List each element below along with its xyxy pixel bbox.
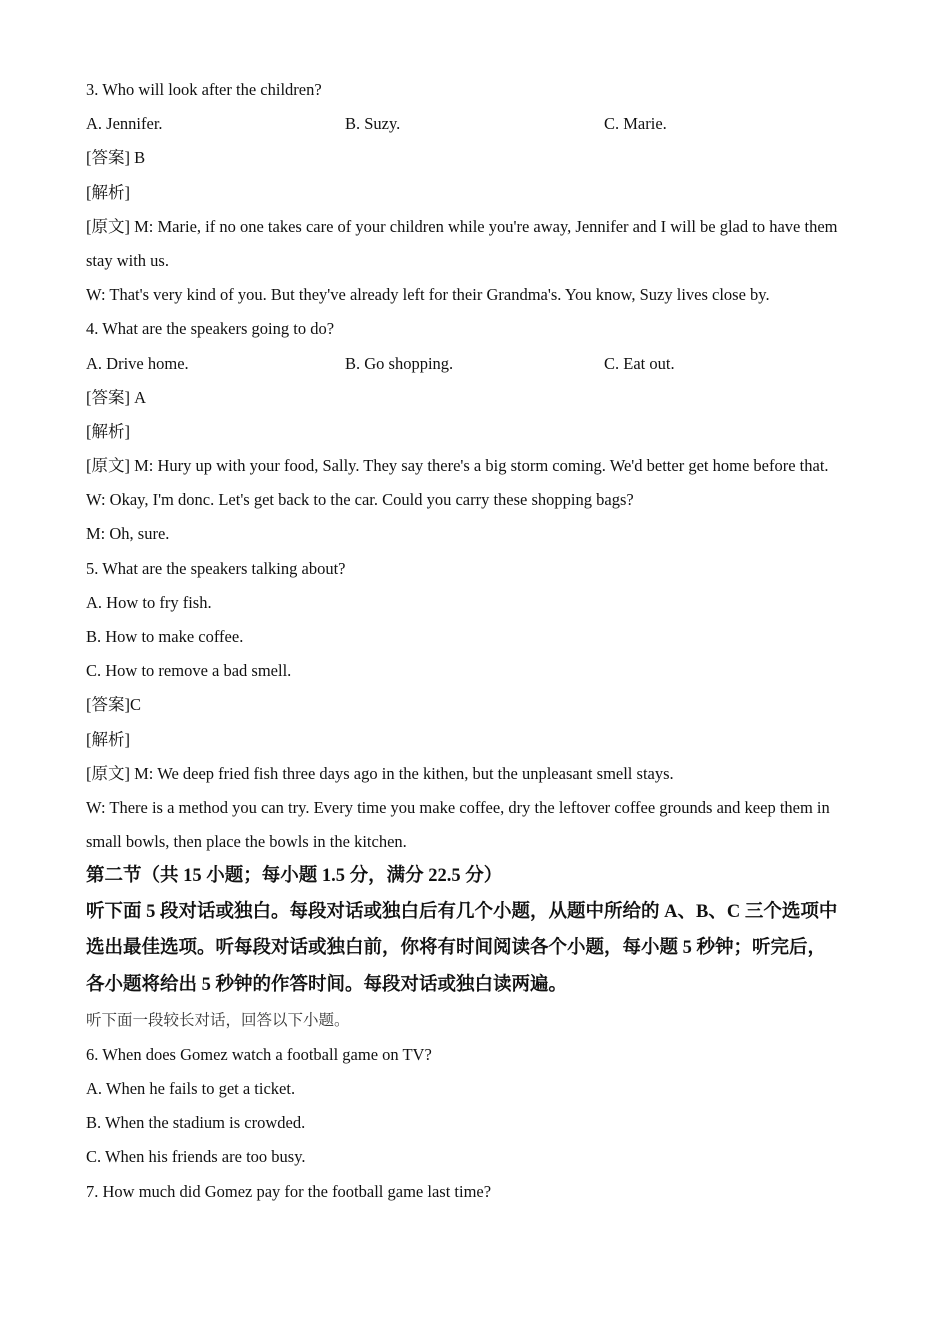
q4-script-line-3: M: Oh, sure. [86,524,170,544]
q5-option-b: B. How to make coffee. [86,627,244,646]
q4-analysis: [解析] [86,421,130,441]
section-instruction-1: 听下面 5 段对话或独白。每段对话或独白后有几个小题，从题中所给的 A、B、C 三个选项中 [86,901,838,922]
q6-option-b: B. When the stadium is crowded. [86,1113,306,1133]
q4-option-b: B. Go shopping. [345,353,454,373]
q3-option-a: A. Jennifer. [86,114,163,134]
document-page [86,73,866,1209]
q3-option-b: B. Suzy. [345,114,401,134]
q5-option-a: A. How to fry fish. [86,592,212,612]
q3-options [86,107,866,141]
q4-option-c: C. Eat out. [604,353,675,373]
q5-answer: [答案]C [86,695,141,715]
q6-question: 6. When does Gomez watch a football game on TV? [86,1044,432,1064]
q3-answer: [答案] B [86,148,146,168]
q3-script-line-1b: stay with us. [86,250,169,270]
q4-option-a: A. Drive home. [86,353,189,373]
q7-question: 7. How much did Gomez pay for the football game last time? [86,1181,492,1201]
q4-answer: [答案] A [86,387,147,407]
q3-question: 3. Who will look after the children? [86,80,322,99]
q3-analysis: [解析] [86,182,130,202]
q4-options [86,347,866,381]
q5-analysis: [解析] [86,729,130,749]
q5-script-line-1: [原文] M: We deep fried fish three days ago in the kithen, but the unpleasant smell stays. [86,763,674,783]
q5-script-line-2: W: There is a method you can try. Every time you make coffee, dry the leftover coffee grounds and keep them in [86,797,830,817]
q6-option-c: C. When his friends are too busy. [86,1147,306,1167]
q5-option-c: C. How to remove a bad smell. [86,661,292,681]
q4-script-line-2: W: Okay, I'm donc. Let's get back to the car. Could you carry these shopping bags? [86,490,634,510]
q3-script-line-2: W: That's very kind of you. But they've already left for their Grandma's. You know, Suzy lives close by. [86,285,770,305]
section-instruction-2: 选出最佳选项。听每段对话或独白前，你将有时间阅读各个小题，每小题 5 秒钟；听完后， [86,938,827,959]
section-heading: 第二节（共 15 小题；每小题 1.5 分，满分 22.5 分） [86,866,503,887]
q4-question: 4. What are the speakers going to do? [86,319,335,339]
q3-script-line-1: [原文] M: Marie, if no one takes care of your children while you're away, Jennifer and I will be glad to have them [86,216,838,236]
q3-option-c: C. Marie. [604,114,667,134]
section-instruction-3: 各小题将给出 5 秒钟的作答时间。每段对话或独白读两遍。 [86,974,568,995]
q5-question: 5. What are the speakers talking about? [86,558,346,578]
q4-script-line-1: [原文] M: Hury up with your food, Sally. They say there's a big storm coming. We'd better get home before that. [86,456,829,476]
section-prompt: 听下面一段较长对话，回答以下小题。 [86,1011,350,1029]
q5-script-line-2b: small bowls, then place the bowls in the kitchen. [86,832,407,852]
q6-option-a: A. When he fails to get a ticket. [86,1078,296,1098]
